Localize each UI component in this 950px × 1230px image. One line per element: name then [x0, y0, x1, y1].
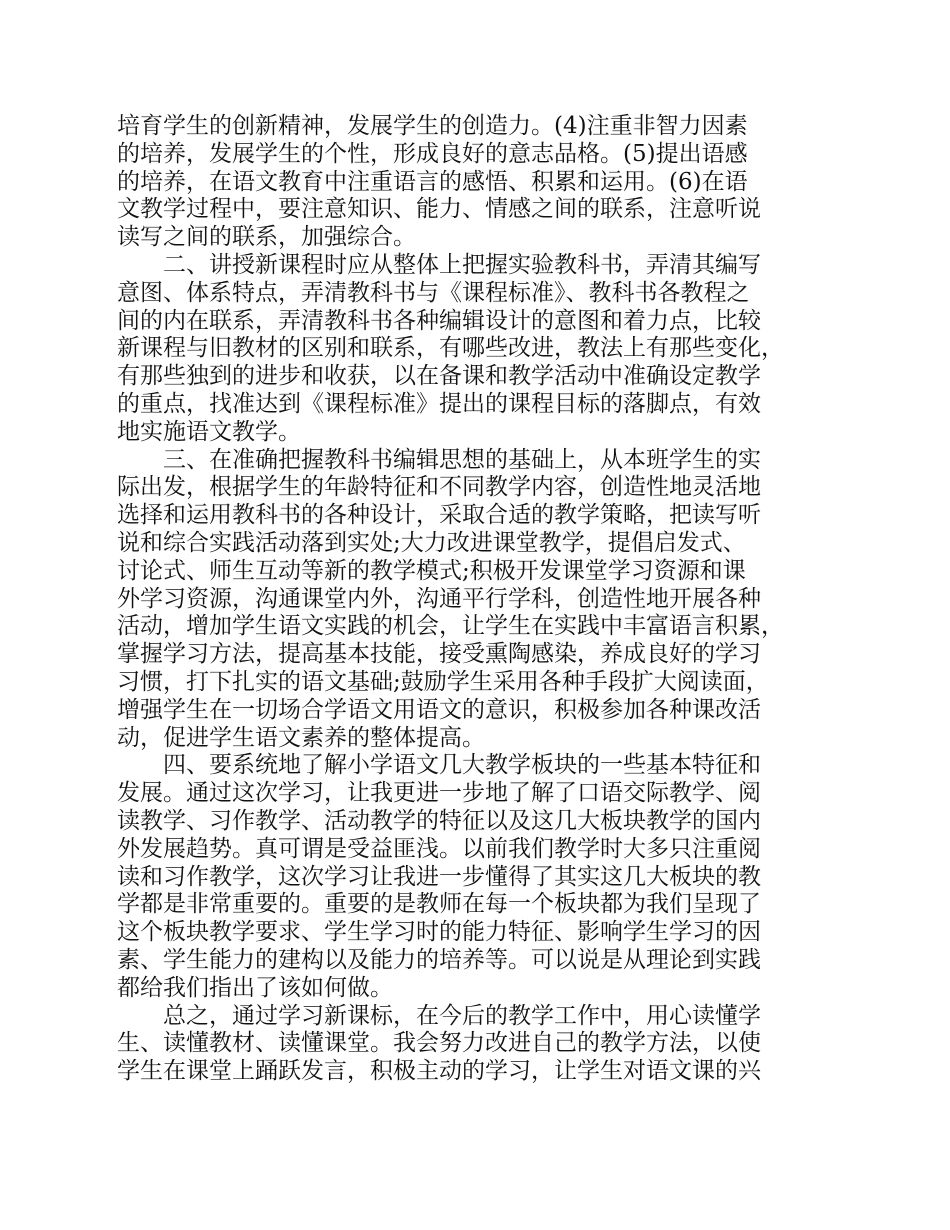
text-line: 素、学生能力的建构以及能力的培养等。可以说是从理论到实践 [117, 946, 761, 973]
text-line: 地实施语文教学。 [117, 418, 301, 445]
text-line: 增强学生在一切场合学语文用语文的意识，积极参加各种课改活 [117, 696, 761, 723]
text-line: 读和习作教学，这次学习让我进一步懂得了其实这几大板块的教 [117, 863, 761, 890]
paragraph-first-line: 总之，通过学习新课标，在今后的教学工作中，用心读懂学 [163, 1002, 761, 1029]
text-line: 讨论式、师生互动等新的教学模式;积极开发课堂学习资源和课 [117, 557, 746, 584]
text-line: 说和综合实践活动落到实处;大力改进课堂教学，提倡启发式、 [117, 529, 746, 556]
text-line: 的重点，找准达到《课程标准》提出的课程目标的落脚点，有效 [117, 390, 761, 417]
text-line: 活动，增加学生语文实践的机会，让学生在实践中丰富语言积累， [117, 613, 784, 640]
paragraph-first-line: 二、讲授新课程时应从整体上把握实验教科书，弄清其编写 [163, 251, 761, 278]
text-line: 意图、体系特点，弄清教科书与《课程标准》、教科书各教程之 [117, 279, 750, 306]
text-line: 发展。通过这次学习，让我更进一步地了解了口语交际教学、阅 [117, 780, 761, 807]
text-line: 这个板块教学要求、学生学习时的能力特征、影响学生学习的因 [117, 919, 761, 946]
paragraph-first-line: 三、在准确把握教科书编辑思想的基础上，从本班学生的实 [163, 446, 761, 473]
text-line: 际出发，根据学生的年龄特征和不同教学内容，创造性地灵活地 [117, 474, 761, 501]
text-line: 学生在课堂上踊跃发言，积极主动的学习，让学生对语文课的兴 [117, 1058, 761, 1085]
paragraph-first-line: 四、要系统地了解小学语文几大教学板块的一些基本特征和 [163, 752, 761, 779]
text-line: 培育学生的创新精神，发展学生的创造力。(4)注重非智力因素 [117, 113, 748, 139]
text-line: 习惯，打下扎实的语文基础;鼓励学生采用各种手段扩大阅读面， [117, 668, 769, 695]
text-line: 文教学过程中，要注意知识、能力、情感之间的联系，注意听说 [117, 196, 761, 223]
text-line: 外学习资源，沟通课堂内外，沟通平行学科，创造性地开展各种 [117, 585, 761, 612]
text-line: 学都是非常重要的。重要的是教师在每一个板块都为我们呈现了 [117, 891, 761, 918]
text-line: 外发展趋势。真可谓是受益匪浅。以前我们教学时大多只注重阅 [117, 835, 761, 862]
text-line: 动，促进学生语文素养的整体提高。 [117, 724, 485, 751]
text-line: 都给我们指出了该如何做。 [117, 974, 393, 1001]
text-line: 选择和运用教科书的各种设计，采取合适的教学策略，把读写听 [117, 502, 761, 529]
document-body [117, 113, 822, 1086]
text-line: 有那些独到的进步和收获，以在备课和教学活动中准确设定教学 [117, 363, 761, 390]
text-line: 生、读懂教材、读懂课堂。我会努力改进自己的教学方法，以使 [117, 1030, 761, 1057]
text-line: 新课程与旧教材的区别和联系，有哪些改进，教法上有那些变化， [117, 335, 784, 362]
text-line: 的培养，发展学生的个性，形成良好的意志品格。(5)提出语感 [117, 140, 748, 167]
text-line: 读教学、习作教学、活动教学的特征以及这几大板块教学的国内 [117, 807, 761, 834]
text-line: 读写之间的联系，加强综合。 [117, 224, 416, 251]
text-line: 的培养，在语文教育中注重语言的感悟、积累和运用。(6)在语 [117, 168, 748, 195]
text-line: 间的内在联系，弄清教科书各种编辑设计的意图和着力点，比较 [117, 307, 761, 334]
text-line: 掌握学习方法，提高基本技能，接受熏陶感染，养成良好的学习 [117, 641, 761, 668]
